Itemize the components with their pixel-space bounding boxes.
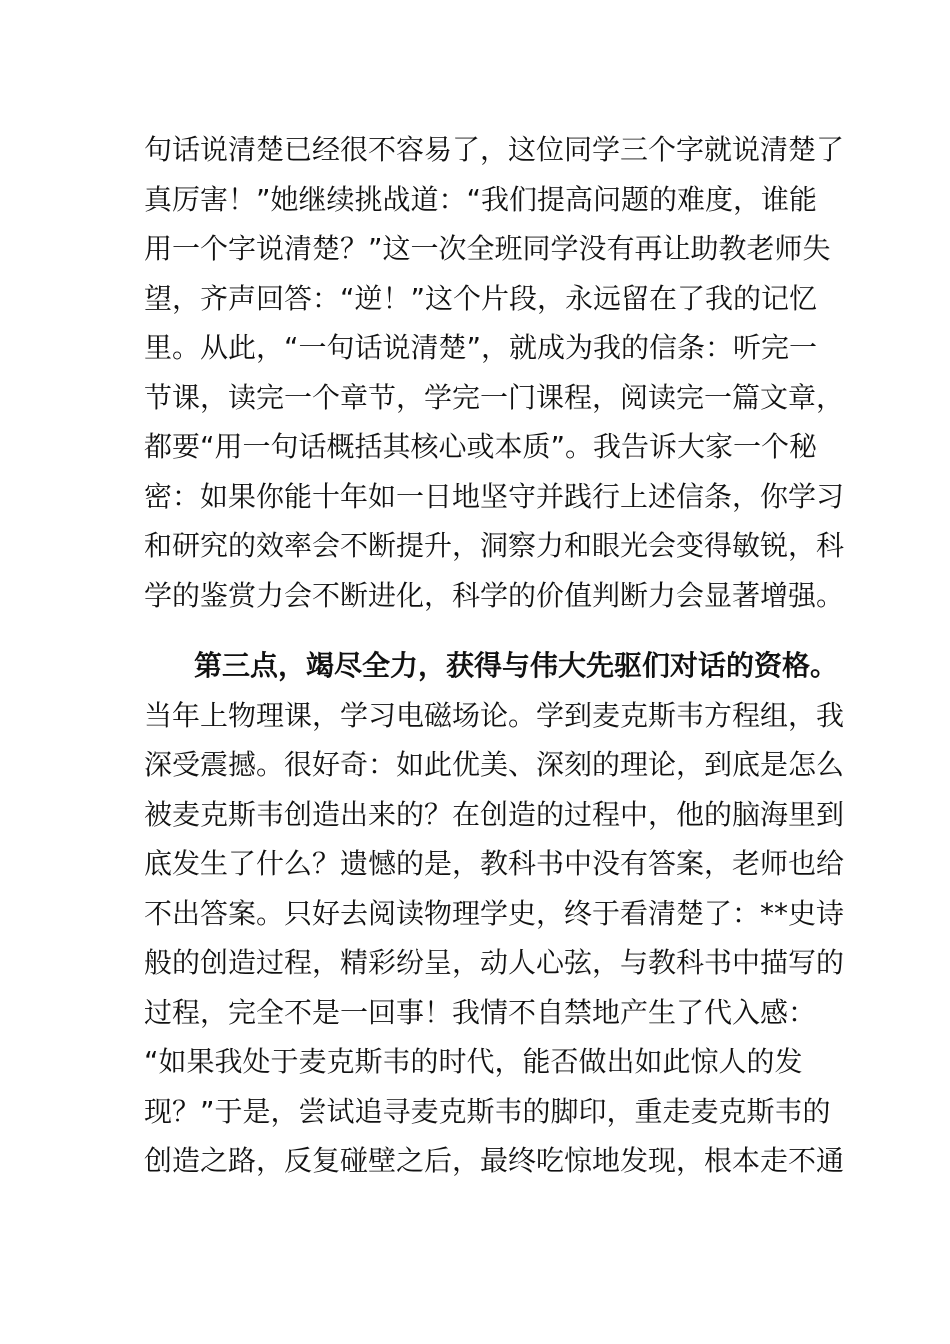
paragraph-2-line: 不出答案。只好去阅读物理学史，终于看清楚了：**史诗 — [144, 896, 845, 930]
paragraph-1-line: 真厉害！”她继续挑战道：“我们提高问题的难度，谁能 — [144, 182, 818, 216]
section-heading: 第三点，竭尽全力，获得与伟大先驱们对话的资格。 — [194, 649, 839, 682]
paragraph-1-line: 密：如果你能十年如一日地坚守并践行上述信条，你学习 — [144, 479, 845, 513]
paragraph-2-line: 深受震撼。很好奇：如此优美、深刻的理论，到底是怎么 — [144, 748, 845, 781]
paragraph-1-line: 学的鉴赏力会不断进化，科学的价值判断力会显著增强。 — [144, 578, 845, 612]
paragraph-1-line: 都要“用一句话概括其核心或本质”。我告诉大家一个秘 — [144, 430, 818, 463]
paragraph-2-line: 被麦克斯韦创造出来的？在创造的过程中，他的脑海里到 — [144, 797, 845, 831]
paragraph-2 — [144, 641, 845, 1186]
paragraph-2-line: “如果我处于麦克斯韦的时代，能否做出如此惊人的发 — [144, 1045, 803, 1078]
paragraph-2-line: 般的创造过程，精彩纷呈，动人心弦，与教科书中描写的 — [144, 946, 845, 979]
paragraph-2-line: 当年上物理课，学习电磁场论。学到麦克斯韦方程组，我 — [144, 698, 845, 732]
paragraph-1 — [144, 125, 845, 620]
paragraph-1-line: 望，齐声回答：“逆！”这个片段，永远留在了我的记忆 — [144, 281, 818, 315]
paragraph-2-line: 底发生了什么？遗憾的是，教科书中没有答案，老师也给 — [144, 847, 845, 880]
paragraph-1-line: 节课，读完一个章节，学完一门课程，阅读完一篇文章， — [144, 380, 845, 414]
paragraph-1-line: 和研究的效率会不断提升，洞察力和眼光会变得敏锐，科 — [144, 529, 845, 562]
paragraph-1-line: 句话说清楚已经很不容易了，这位同学三个字就说清楚了 — [144, 133, 845, 166]
paragraph-1-line: 用一个字说清楚？”这一次全班同学没有再让助教老师失 — [144, 232, 831, 265]
paragraph-2-line: 现？”于是，尝试追寻麦克斯韦的脚印，重走麦克斯韦的 — [144, 1094, 831, 1128]
paragraph-2-line: 过程，完全不是一回事！我情不自禁地产生了代入感： — [144, 995, 817, 1029]
paragraph-1-line: 里。从此，“一句话说清楚”，就成为我的信条：听完一 — [144, 331, 818, 364]
paragraph-2-line: 创造之路，反复碰壁之后，最终吃惊地发现，根本走不通 — [144, 1144, 845, 1177]
